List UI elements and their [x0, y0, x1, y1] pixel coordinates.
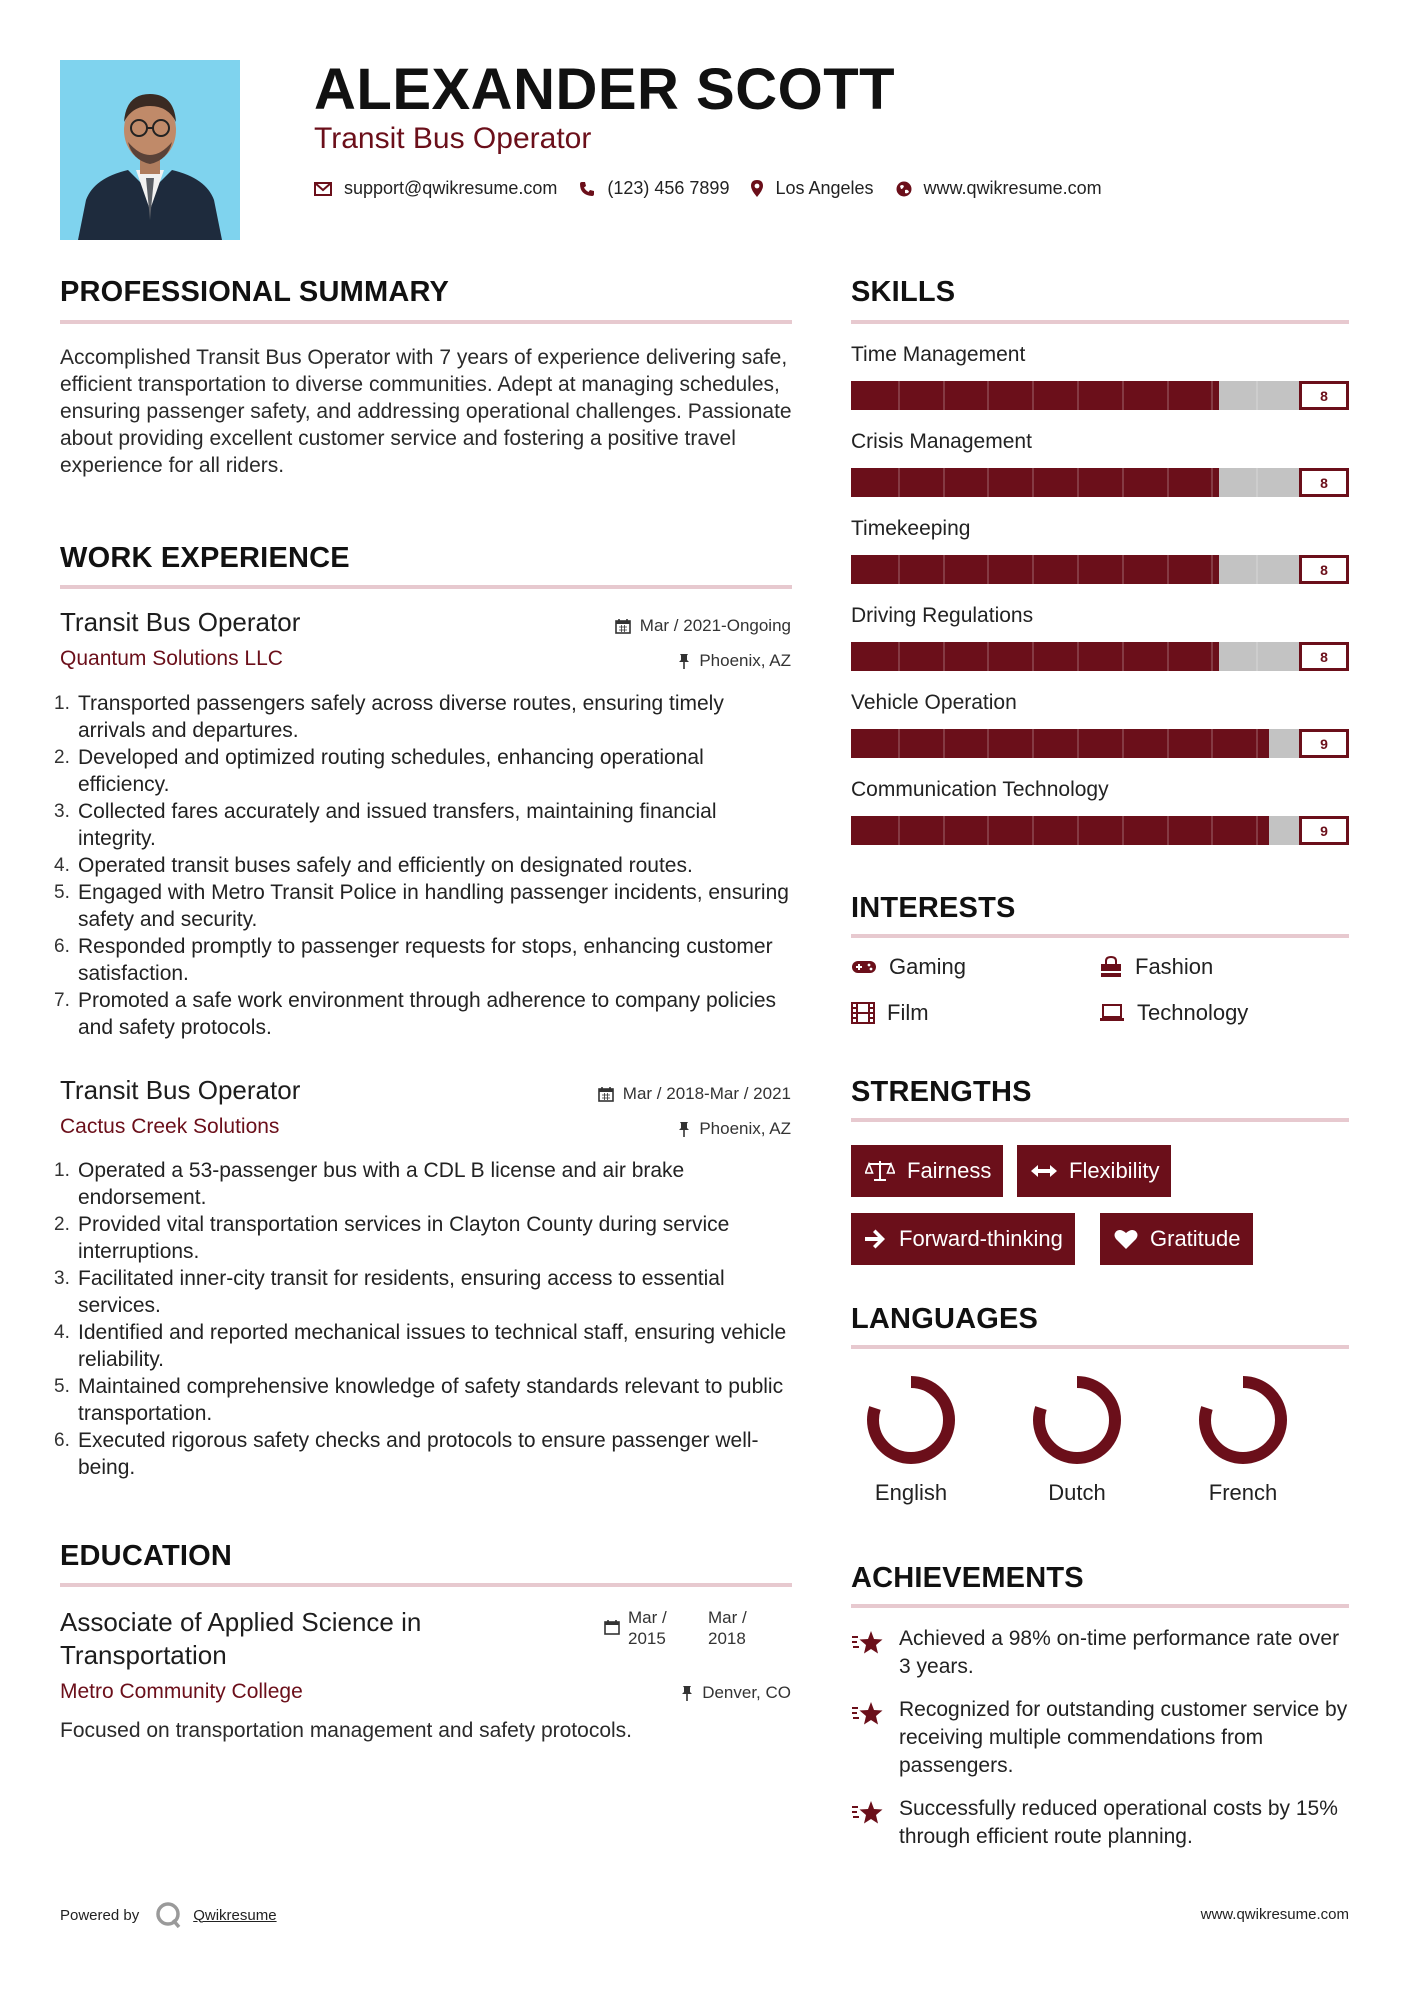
candidate-name: ALEXANDER SCOTT	[314, 57, 896, 122]
language-ring	[1193, 1370, 1293, 1470]
contact-website[interactable]	[896, 178, 1102, 199]
skill-bar-fill	[851, 642, 1219, 671]
laptop-icon	[1099, 1004, 1125, 1022]
skill-bar-segment	[1167, 729, 1169, 758]
education-end: Mar / 2018	[708, 1608, 747, 1648]
skill-bar	[851, 468, 1349, 497]
skills-divider	[851, 320, 1349, 324]
strength-label: Gratitude	[1150, 1226, 1241, 1251]
job-title: Transit Bus Operator	[60, 607, 301, 637]
skill-score: 8	[1299, 381, 1349, 410]
job-company: Quantum Solutions LLC	[60, 647, 283, 670]
strengths-divider	[851, 1118, 1349, 1122]
skill-bar-segment	[1167, 816, 1169, 845]
skill-bar-segment	[898, 729, 900, 758]
education-heading: EDUCATION	[60, 1540, 233, 1572]
person-photo-icon	[60, 60, 240, 240]
skill-bar-segment	[1256, 729, 1258, 758]
skill-bar-segment	[1122, 816, 1124, 845]
achievement-text: Achieved a 98% on-time performance rate over 3 years.	[899, 1627, 1340, 1678]
job-company: Cactus Creek Solutions	[60, 1115, 280, 1138]
list-item: Developed and optimized routing schedules, enhancing operational efficiency.	[78, 746, 704, 796]
language-label: Dutch	[1048, 1480, 1106, 1505]
skill-bar-segment	[898, 555, 900, 584]
skill-bar-segment	[1122, 468, 1124, 497]
experience-divider	[60, 585, 792, 589]
education-degree: Associate of Applied Science in Transportation	[60, 1607, 422, 1670]
strengths-heading: STRENGTHS	[851, 1076, 1032, 1108]
skill-bar-segment	[943, 468, 945, 497]
interest-technology	[1099, 1000, 1248, 1026]
achievement-text: Recognized for outstanding customer service by receiving multiple commendations from passengers.	[899, 1698, 1348, 1777]
job-dates-text: Mar / 2018-Mar / 2021	[622, 1084, 791, 1103]
language-item	[851, 1370, 971, 1506]
skill-bar-fill	[851, 468, 1219, 497]
skill-bar	[851, 729, 1349, 758]
skill-bar-segment	[1077, 816, 1079, 845]
education-school: Metro Community College	[60, 1680, 303, 1703]
skill-bar-segment	[1032, 729, 1034, 758]
pushpin-icon	[678, 1121, 690, 1137]
skill-bar-segment	[1032, 381, 1034, 410]
footer-powered-by	[60, 1900, 277, 1930]
skill-score: 8	[1299, 642, 1349, 671]
achievements-divider	[851, 1604, 1349, 1608]
contact-bar	[314, 178, 1124, 199]
skill-bar-segment	[1167, 381, 1169, 410]
skill-score: 9	[1299, 816, 1349, 845]
phone-icon	[579, 181, 595, 197]
achievement-item	[851, 1795, 1349, 1851]
arrow-right-icon	[865, 1229, 887, 1249]
language-ring	[861, 1370, 961, 1470]
list-item: Engaged with Metro Transit Police in handling passenger incidents, ensuring safety and security.	[78, 881, 789, 931]
job-dates-text: Mar / 2021-Ongoing	[639, 616, 791, 635]
language-label: French	[1208, 1480, 1278, 1505]
skill-bar-segment	[943, 555, 945, 584]
pushpin-icon	[681, 1685, 693, 1701]
job-bullets	[78, 690, 792, 1041]
skill-bar-segment	[1211, 468, 1213, 497]
languages-heading: LANGUAGES	[851, 1303, 1039, 1335]
achievement-text: Successfully reduced operational costs by 15% through efficient route planning.	[899, 1797, 1338, 1848]
skill-bar-segment	[1122, 642, 1124, 671]
interest-label: Gaming	[889, 954, 967, 979]
list-item: Promoted a safe work environment through adherence to company policies and safety protocols.	[78, 989, 777, 1039]
heart-icon	[1114, 1228, 1138, 1250]
skill-bar-fill	[851, 381, 1219, 410]
star-award-icon	[851, 1799, 885, 1825]
education-divider	[60, 1583, 792, 1587]
skill-bar-segment	[1077, 468, 1079, 497]
phone-text: (123) 456 7899	[607, 178, 730, 198]
qwikresume-link[interactable]: Qwikresume	[193, 1906, 277, 1924]
languages-divider	[851, 1345, 1349, 1349]
language-ring	[1027, 1370, 1127, 1470]
skill-bar-fill	[851, 816, 1269, 845]
skill-bar-segment	[1256, 381, 1258, 410]
skill-label: Driving Regulations	[851, 604, 1034, 627]
skill-bar-segment	[1077, 555, 1079, 584]
skill-bar-segment	[1122, 381, 1124, 410]
skill-bar-segment	[987, 381, 989, 410]
calendar-icon	[615, 618, 631, 634]
balance-scale-icon	[865, 1160, 895, 1182]
job-location	[678, 1119, 791, 1139]
job-title: Transit Bus Operator	[60, 1075, 301, 1105]
skill-bar	[851, 816, 1349, 845]
film-icon	[851, 1002, 875, 1024]
list-item: Operated transit buses safely and efficiently on designated routes.	[78, 854, 693, 877]
interest-film	[851, 1000, 929, 1026]
skill-bar-segment	[987, 729, 989, 758]
list-item: Facilitated inner-city transit for residents, ensuring access to essential services.	[78, 1267, 725, 1317]
skill-label: Timekeeping	[851, 517, 971, 540]
skill-bar-fill	[851, 729, 1269, 758]
list-item: Executed rigorous safety checks and protocols to ensure passenger well-being.	[78, 1429, 759, 1479]
skill-bar-segment	[1211, 555, 1213, 584]
strength-fairness	[851, 1145, 1003, 1197]
interest-gaming	[851, 954, 966, 980]
pushpin-icon	[678, 653, 690, 669]
double-arrow-icon	[1031, 1164, 1057, 1178]
location-text: Los Angeles	[775, 178, 874, 198]
skill-bar	[851, 642, 1349, 671]
list-item: Maintained comprehensive knowledge of safety standards relevant to public transportation.	[78, 1375, 784, 1425]
skill-bar-segment	[1167, 555, 1169, 584]
interest-label: Technology	[1137, 1000, 1249, 1025]
interest-label: Fashion	[1135, 954, 1214, 979]
skill-bar-segment	[1256, 816, 1258, 845]
skill-bar-fill	[851, 555, 1219, 584]
skill-bar-segment	[898, 642, 900, 671]
job-dates	[615, 616, 791, 636]
skill-bar-segment	[1211, 729, 1213, 758]
strength-flexibility	[1017, 1145, 1171, 1197]
skill-bar-segment	[1256, 642, 1258, 671]
skill-bar-segment	[987, 468, 989, 497]
job-bullets	[78, 1157, 792, 1481]
skill-bar-segment	[1256, 468, 1258, 497]
shopping-bag-icon	[1099, 956, 1123, 978]
skill-score: 8	[1299, 555, 1349, 584]
skill-label: Crisis Management	[851, 430, 1032, 453]
email-text: support@qwikresume.com	[344, 178, 558, 198]
skill-bar-segment	[1077, 381, 1079, 410]
language-item	[1017, 1370, 1137, 1506]
strength-label: Flexibility	[1069, 1158, 1160, 1183]
skill-bar-segment	[1032, 642, 1034, 671]
achievement-item	[851, 1696, 1349, 1780]
skill-bar-segment	[1032, 816, 1034, 845]
skill-bar-segment	[987, 555, 989, 584]
skill-label: Vehicle Operation	[851, 691, 1017, 714]
website-text: www.qwikresume.com	[923, 178, 1102, 198]
envelope-icon	[314, 182, 332, 196]
education-dates	[604, 1607, 788, 1649]
skill-bar-segment	[943, 729, 945, 758]
skill-score: 8	[1299, 468, 1349, 497]
skill-bar	[851, 555, 1349, 584]
summary-divider	[60, 320, 792, 324]
skill-bar-segment	[1077, 729, 1079, 758]
qwikresume-logo-icon	[153, 1900, 183, 1930]
skill-bar-segment	[1211, 381, 1213, 410]
skill-bar-segment	[987, 642, 989, 671]
skill-bar-segment	[1167, 468, 1169, 497]
contact-phone[interactable]	[579, 178, 729, 199]
skill-bar-segment	[1122, 729, 1124, 758]
skill-bar-segment	[943, 381, 945, 410]
job-dates	[598, 1084, 791, 1104]
skill-bar-segment	[987, 816, 989, 845]
skill-bar-segment	[943, 642, 945, 671]
job-location	[678, 651, 791, 671]
summary-heading: PROFESSIONAL SUMMARY	[60, 276, 450, 308]
profile-photo	[60, 60, 240, 240]
powered-by-text: Powered by	[60, 1906, 140, 1924]
skill-bar-segment	[1077, 642, 1079, 671]
globe-icon	[896, 181, 912, 197]
skill-bar-segment	[1211, 816, 1213, 845]
list-item: Operated a 53-passenger bus with a CDL B license and air brake endorsement.	[78, 1159, 685, 1209]
summary-text: Accomplished Transit Bus Operator with 7 years of experience delivering safe, efficient transportation to diverse communities. Adept at managing schedules, ensuring passenger safety, and addressing operational challenges. Passionate about providing excellent customer service and fostering a positive travel experience for all riders.	[60, 346, 792, 477]
skill-bar-segment	[1211, 642, 1213, 671]
star-award-icon	[851, 1700, 885, 1726]
skill-score: 9	[1299, 729, 1349, 758]
strength-forward-thinking	[851, 1213, 1075, 1265]
list-item: Collected fares accurately and issued transfers, maintaining financial integrity.	[78, 800, 717, 850]
skill-bar-segment	[898, 468, 900, 497]
skill-bar-segment	[1032, 555, 1034, 584]
list-item: Responded promptly to passenger requests for stops, enhancing customer satisfaction.	[78, 935, 773, 985]
map-pin-icon	[751, 180, 763, 197]
language-item	[1183, 1370, 1303, 1506]
skill-bar-segment	[1122, 555, 1124, 584]
skill-bar-segment	[1167, 642, 1169, 671]
education-location-text: Denver, CO	[702, 1683, 791, 1702]
interests-heading: INTERESTS	[851, 892, 1016, 924]
strength-label: Fairness	[907, 1158, 992, 1183]
gamepad-icon	[851, 959, 877, 975]
candidate-title: Transit Bus Operator	[314, 122, 592, 155]
skill-label: Communication Technology	[851, 778, 1109, 801]
skill-bar-segment	[1032, 468, 1034, 497]
contact-email[interactable]	[314, 178, 557, 199]
skill-label: Time Management	[851, 343, 1026, 366]
education-location	[681, 1683, 791, 1703]
strength-label: Forward-thinking	[899, 1226, 1063, 1251]
contact-location	[751, 178, 873, 199]
experience-heading: WORK EXPERIENCE	[60, 542, 350, 574]
star-award-icon	[851, 1629, 885, 1655]
job-location-text: Phoenix, AZ	[699, 651, 791, 670]
job-location-text: Phoenix, AZ	[699, 1119, 791, 1138]
achievements-heading: ACHIEVEMENTS	[851, 1562, 1084, 1594]
education-start: Mar / 2015	[628, 1608, 667, 1648]
skill-bar-segment	[943, 816, 945, 845]
calendar-icon	[604, 1619, 620, 1635]
list-item: Provided vital transportation services in Clayton County during service interruptions.	[78, 1213, 730, 1263]
skill-bar-segment	[1256, 555, 1258, 584]
calendar-icon	[598, 1086, 614, 1102]
list-item: Transported passengers safely across diverse routes, ensuring timely arrivals and departures.	[78, 692, 724, 742]
achievement-item	[851, 1625, 1349, 1681]
strength-gratitude	[1100, 1213, 1253, 1265]
interests-divider	[851, 934, 1349, 938]
list-item: Identified and reported mechanical issues to technical staff, ensuring vehicle reliability.	[78, 1321, 787, 1371]
skill-bar	[851, 381, 1349, 410]
interest-fashion	[1099, 954, 1213, 980]
footer-website[interactable]: www.qwikresume.com	[1200, 1906, 1349, 1923]
skills-heading: SKILLS	[851, 276, 956, 308]
language-label: English	[874, 1480, 948, 1505]
interest-label: Film	[887, 1000, 929, 1025]
skill-bar-segment	[898, 381, 900, 410]
skill-bar-segment	[898, 816, 900, 845]
education-description: Focused on transportation management and safety protocols.	[60, 1719, 633, 1742]
